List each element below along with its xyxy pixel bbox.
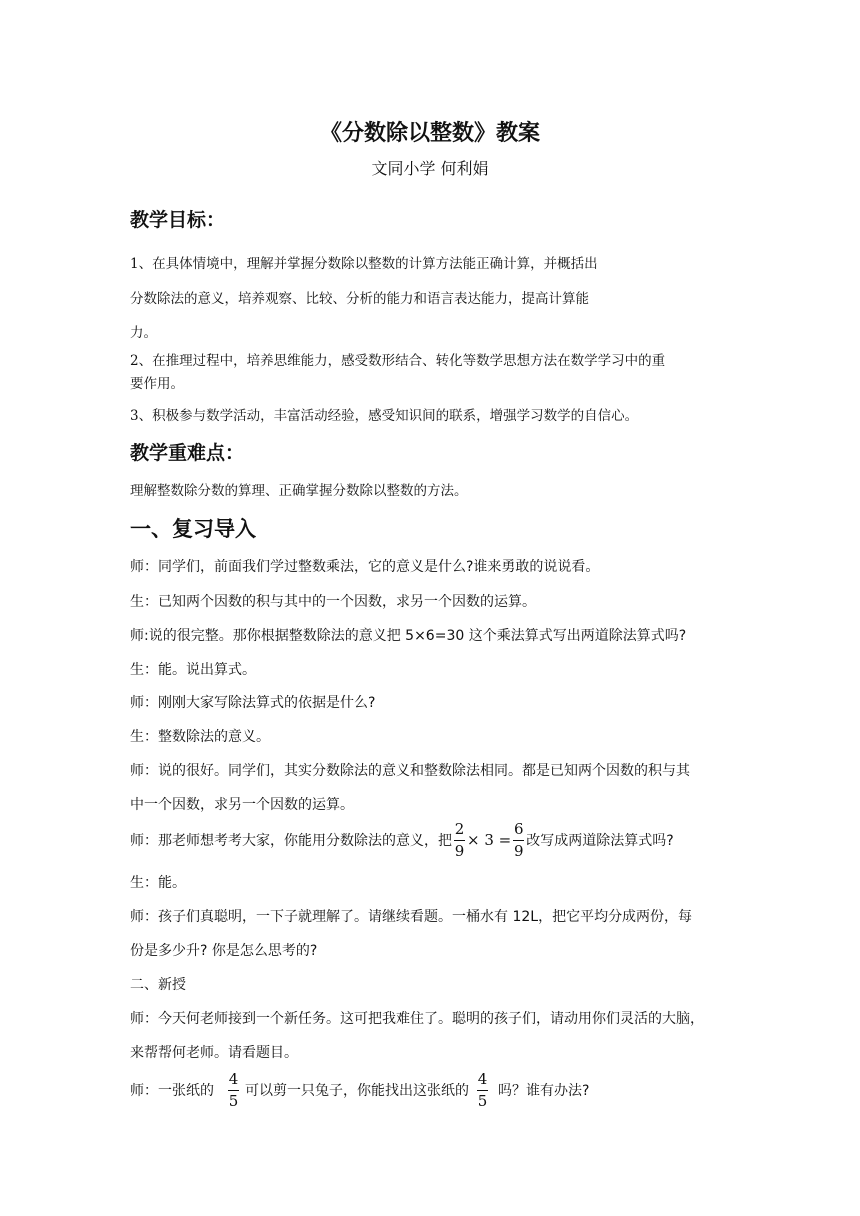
- dialogue-line: 生：能。说出算式。: [130, 662, 256, 678]
- dialogue-line: 中一个因数，求另一个因数的运算。: [130, 797, 354, 813]
- fraction-denominator: 9: [454, 841, 465, 860]
- equation-prefix: 师：那老师想考考大家，你能用分数除法的意义，把: [130, 833, 452, 849]
- fraction-numerator: 2: [454, 819, 465, 838]
- objective-1-line-1: 1、在具体情境中，理解并掌握分数除以整数的计算方法能正确计算，并概括出: [130, 256, 598, 272]
- fraction-numerator: 4: [477, 1069, 488, 1088]
- fraction-bar: [513, 840, 524, 841]
- equation-suffix: 改写成两道除法算式吗?: [526, 833, 674, 849]
- objective-1-line-3: 力。: [130, 325, 157, 341]
- objective-2-line-2: 要作用。: [130, 376, 184, 392]
- objective-2-line-1: 2、在推理过程中，培养思维能力，感受数形结合、转化等数学思想方法在数学学习中的重: [130, 353, 666, 369]
- dialogue-line-with-fractions: [130, 1068, 589, 1112]
- fraction-denominator: 9: [513, 841, 524, 860]
- objectives-heading: 教学目标：: [130, 209, 226, 231]
- author-line: 文同小学 何利娟: [371, 159, 489, 178]
- fraction-line-suffix: 吗？谁有办法?: [498, 1083, 590, 1099]
- fraction-line-middle: 可以剪一只兔子，你能找出这张纸的: [245, 1083, 469, 1099]
- fraction-denominator: 5: [477, 1091, 488, 1110]
- document-title: 《分数除以整数》教案: [319, 121, 540, 146]
- equation-operator: × 3 =: [467, 831, 512, 849]
- dialogue-line: 生：能。: [130, 875, 186, 891]
- dialogue-line-with-equation: [130, 820, 674, 860]
- fraction-bar: [454, 840, 465, 841]
- fraction-bar: [228, 1090, 239, 1091]
- dialogue-line: 生：整数除法的意义。: [130, 729, 270, 745]
- dialogue-line: 生：已知两个因数的积与其中的一个因数，求另一个因数的运算。: [130, 594, 536, 610]
- fraction-line-prefix: 师：一张纸的: [130, 1083, 214, 1099]
- fraction: [454, 819, 465, 860]
- difficulties-heading: 教学重难点：: [130, 442, 245, 464]
- fraction: [513, 819, 524, 860]
- dialogue-line: 师：同学们，前面我们学过整数乘法，它的意义是什么?谁来勇敢的说说看。: [130, 559, 600, 575]
- fraction-numerator: 6: [513, 819, 524, 838]
- difficulties-text: 理解整数除分数的算理、正确掌握分数除以整数的方法。: [130, 483, 468, 499]
- dialogue-line: 师：今天何老师接到一个新任务。这可把我难住了。聪明的孩子们，请动用你们灵活的大脑，: [130, 1011, 704, 1027]
- dialogue-line: 师：孩子们真聪明，一下子就理解了。请继续看题。一桶水有 12L，把它平均分成两份，每: [130, 909, 693, 925]
- fraction-bar: [477, 1090, 488, 1091]
- fraction: [228, 1069, 239, 1110]
- section-2-heading: 二、新授: [130, 977, 186, 993]
- fraction-denominator: 5: [228, 1091, 239, 1110]
- dialogue-line: 师：刚刚大家写除法算式的依据是什么?: [130, 695, 376, 711]
- dialogue-line: 师：说的很好。同学们，其实分数除法的意义和整数除法相同。都是已知两个因数的积与其: [130, 763, 690, 779]
- fraction: [477, 1069, 488, 1110]
- dialogue-line: 师:说的很完整。那你根据整数除法的意义把 5×6=30 这个乘法算式写出两道除法算式吗?: [130, 628, 687, 644]
- dialogue-line: 份是多少升? 你是怎么思考的?: [130, 943, 318, 959]
- fraction-numerator: 4: [228, 1069, 239, 1088]
- objective-3: 3、积极参与数学活动，丰富活动经验，感受知识间的联系，增强学习数学的自信心。: [130, 408, 639, 424]
- section-1-heading: 一、复习导入: [130, 517, 256, 541]
- dialogue-line: 来帮帮何老师。请看题目。: [130, 1045, 298, 1061]
- objective-1-line-2: 分数除法的意义，培养观察、比较、分析的能力和语言表达能力，提高计算能: [130, 291, 589, 307]
